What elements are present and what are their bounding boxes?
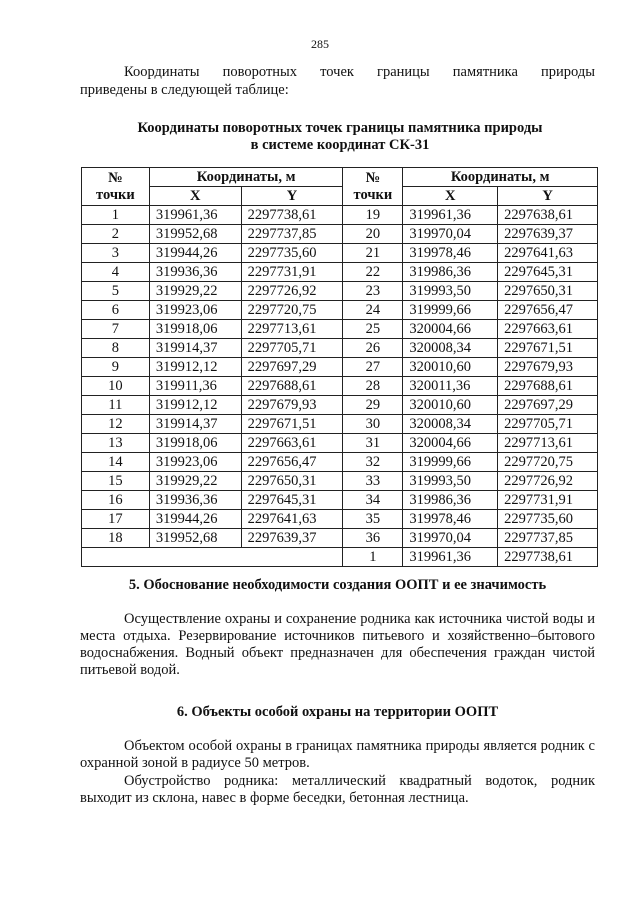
point-number-cell: 30: [343, 415, 403, 434]
y-cell: 2297650,31: [498, 282, 598, 301]
point-number-cell: 1: [343, 548, 403, 567]
y-cell: 2297641,63: [498, 244, 598, 263]
x-cell: 319970,04: [403, 529, 498, 548]
y-cell: 2297720,75: [241, 301, 343, 320]
x-cell: 319952,68: [149, 529, 241, 548]
x-cell: 320010,60: [403, 396, 498, 415]
x-cell: 320008,34: [403, 339, 498, 358]
point-number-cell: 33: [343, 472, 403, 491]
y-cell: 2297705,71: [241, 339, 343, 358]
x-cell: 319914,37: [149, 339, 241, 358]
coordinates-table-body: [82, 206, 598, 567]
y-cell: 2297639,37: [498, 225, 598, 244]
x-cell: 319961,36: [403, 206, 498, 225]
table-row: [82, 339, 598, 358]
y-cell: 2297735,60: [498, 510, 598, 529]
table-row: [82, 529, 598, 548]
y-cell: 2297737,85: [498, 529, 598, 548]
x-cell: 319912,12: [149, 396, 241, 415]
point-number-cell: 29: [343, 396, 403, 415]
table-row: [82, 225, 598, 244]
point-number-cell: 22: [343, 263, 403, 282]
point-number-cell: 28: [343, 377, 403, 396]
header-x-right: X: [403, 187, 498, 206]
y-cell: 2297697,29: [498, 396, 598, 415]
y-cell: 2297720,75: [498, 453, 598, 472]
header-point-number: № точки: [82, 168, 150, 206]
table-row: [82, 472, 598, 491]
table-row: [82, 415, 598, 434]
point-number-cell: 36: [343, 529, 403, 548]
intro-line-2: приведены в следующей таблице:: [80, 82, 289, 98]
x-cell: 319923,06: [149, 301, 241, 320]
y-cell: 2297671,51: [241, 415, 343, 434]
point-number-cell: 34: [343, 491, 403, 510]
coordinates-table: [81, 167, 598, 567]
x-cell: 320008,34: [403, 415, 498, 434]
point-number-cell: 4: [82, 263, 150, 282]
table-row: [82, 263, 598, 282]
y-cell: 2297713,61: [498, 434, 598, 453]
x-cell: 319999,66: [403, 453, 498, 472]
point-number-cell: 10: [82, 377, 150, 396]
x-cell: 319944,26: [149, 510, 241, 529]
y-cell: 2297645,31: [241, 491, 343, 510]
point-number-cell: 9: [82, 358, 150, 377]
table-row: [82, 548, 598, 567]
point-number-cell: 35: [343, 510, 403, 529]
table-title: [90, 120, 590, 154]
header-y-left: Y: [241, 187, 343, 206]
x-cell: 319986,36: [403, 263, 498, 282]
section-6-text-2: Обустройство родника: металлический квадратный водоток, родник выходит из склона, навес в форме беседки, бетонная лестница.: [80, 773, 595, 806]
y-cell: 2297735,60: [241, 244, 343, 263]
x-cell: 320004,66: [403, 434, 498, 453]
point-number-cell: 1: [82, 206, 150, 225]
y-cell: 2297697,29: [241, 358, 343, 377]
x-cell: 319936,36: [149, 263, 241, 282]
y-cell: 2297650,31: [241, 472, 343, 491]
y-cell: 2297737,85: [241, 225, 343, 244]
y-cell: 2297738,61: [241, 206, 343, 225]
table-title-line-2: в системе координат СК-31: [250, 137, 430, 153]
point-number-cell: 2: [82, 225, 150, 244]
point-number-cell: 21: [343, 244, 403, 263]
x-cell: 319961,36: [403, 548, 498, 567]
y-cell: 2297688,61: [241, 377, 343, 396]
y-cell: 2297663,61: [498, 320, 598, 339]
header-coordinates-left: Координаты, м: [149, 168, 343, 187]
point-number-cell: 19: [343, 206, 403, 225]
point-number-cell: 24: [343, 301, 403, 320]
x-cell: 319986,36: [403, 491, 498, 510]
point-number-cell: 12: [82, 415, 150, 434]
x-cell: 319918,06: [149, 434, 241, 453]
point-number-cell: 31: [343, 434, 403, 453]
table-row: [82, 358, 598, 377]
header-x-left: X: [149, 187, 241, 206]
table-row: [82, 510, 598, 529]
y-cell: 2297656,47: [241, 453, 343, 472]
table-title-line-1: Координаты поворотных точек границы памятника природы: [137, 120, 543, 136]
point-number-cell: 32: [343, 453, 403, 472]
x-cell: 319936,36: [149, 491, 241, 510]
table-row: [82, 491, 598, 510]
empty-cell: [82, 548, 343, 567]
header-point-number-right: № точки: [343, 168, 403, 206]
y-cell: 2297645,31: [498, 263, 598, 282]
y-cell: 2297713,61: [241, 320, 343, 339]
point-number-cell: 13: [82, 434, 150, 453]
point-number-cell: 7: [82, 320, 150, 339]
table-row: [82, 377, 598, 396]
point-number-cell: 27: [343, 358, 403, 377]
y-cell: 2297726,92: [241, 282, 343, 301]
y-cell: 2297705,71: [498, 415, 598, 434]
x-cell: 319999,66: [403, 301, 498, 320]
x-cell: 320004,66: [403, 320, 498, 339]
y-cell: 2297641,63: [241, 510, 343, 529]
table-row: [82, 244, 598, 263]
y-cell: 2297679,93: [498, 358, 598, 377]
x-cell: 319914,37: [149, 415, 241, 434]
point-number-cell: 11: [82, 396, 150, 415]
x-cell: 319918,06: [149, 320, 241, 339]
y-cell: 2297679,93: [241, 396, 343, 415]
point-number-cell: 8: [82, 339, 150, 358]
point-number-cell: 20: [343, 225, 403, 244]
x-cell: 319993,50: [403, 472, 498, 491]
header-y-right: Y: [498, 187, 598, 206]
point-number-cell: 18: [82, 529, 150, 548]
point-number-cell: 23: [343, 282, 403, 301]
x-cell: 319993,50: [403, 282, 498, 301]
x-cell: 319923,06: [149, 453, 241, 472]
x-cell: 319978,46: [403, 510, 498, 529]
y-cell: 2297656,47: [498, 301, 598, 320]
y-cell: 2297688,61: [498, 377, 598, 396]
section-5-heading: 5. Обоснование необходимости создания ООПТ и ее значимость: [128, 577, 547, 593]
point-number-cell: 14: [82, 453, 150, 472]
page-number: 285: [311, 37, 329, 51]
x-cell: 319978,46: [403, 244, 498, 263]
y-cell: 2297671,51: [498, 339, 598, 358]
point-number-cell: 5: [82, 282, 150, 301]
x-cell: 319929,22: [149, 282, 241, 301]
y-cell: 2297639,37: [241, 529, 343, 548]
y-cell: 2297731,91: [241, 263, 343, 282]
point-number-cell: 15: [82, 472, 150, 491]
point-number-cell: 6: [82, 301, 150, 320]
x-cell: 319912,12: [149, 358, 241, 377]
x-cell: 319970,04: [403, 225, 498, 244]
x-cell: 319929,22: [149, 472, 241, 491]
table-row: [82, 396, 598, 415]
table-row: [82, 453, 598, 472]
x-cell: 319944,26: [149, 244, 241, 263]
table-row: [82, 206, 598, 225]
point-number-cell: 17: [82, 510, 150, 529]
point-number-cell: 16: [82, 491, 150, 510]
intro-line-1: Координаты поворотных точек границы памятника природы: [124, 64, 595, 80]
section-6-heading: 6. Объекты особой охраны на территории ООПТ: [176, 704, 499, 720]
table-row: [82, 320, 598, 339]
x-cell: 319961,36: [149, 206, 241, 225]
section-5-text: Осуществление охраны и сохранение родника как источника чистой воды и места отдыха. Резервирование источников питьевого и хозяйственно–бытового водоснабжения. Водный объект предназначен для обеспечения граждан чистой питьевой водой.: [80, 611, 595, 678]
x-cell: 320011,36: [403, 377, 498, 396]
y-cell: 2297731,91: [498, 491, 598, 510]
y-cell: 2297738,61: [498, 548, 598, 567]
y-cell: 2297663,61: [241, 434, 343, 453]
x-cell: 319911,36: [149, 377, 241, 396]
header-coordinates-right: Координаты, м: [403, 168, 598, 187]
y-cell: 2297638,61: [498, 206, 598, 225]
x-cell: 319952,68: [149, 225, 241, 244]
section-6-text-1: Объектом особой охраны в границах памятника природы является родник с охранной зоной в радиусе 50 метров.: [80, 738, 595, 771]
point-number-cell: 25: [343, 320, 403, 339]
y-cell: 2297726,92: [498, 472, 598, 491]
table-row: [82, 282, 598, 301]
x-cell: 320010,60: [403, 358, 498, 377]
point-number-cell: 26: [343, 339, 403, 358]
table-row: [82, 434, 598, 453]
point-number-cell: 3: [82, 244, 150, 263]
table-row: [82, 301, 598, 320]
